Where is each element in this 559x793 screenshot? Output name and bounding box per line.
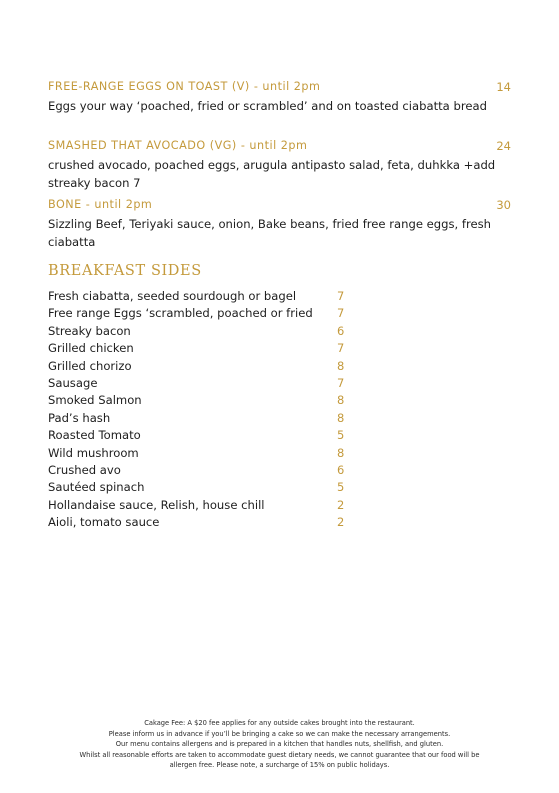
breakfast-sides-list: [48, 288, 348, 531]
side-name: Roasted Tomato: [48, 428, 141, 443]
menu-item-header: [48, 138, 511, 154]
side-price: 5: [337, 480, 345, 495]
menu-item-price: 24: [496, 139, 511, 153]
side-price: 2: [337, 497, 345, 512]
side-price: 7: [337, 289, 345, 303]
side-name: Aioli, tomato sauce: [48, 515, 160, 530]
menu-item-title: BONE - until 2pm: [48, 198, 153, 211]
side-price: 7: [337, 341, 345, 356]
side-name: Free range Eggs ‘scrambled, poached or fried: [48, 306, 313, 321]
menu-item-header: [48, 79, 511, 95]
side-price: 7: [337, 375, 345, 390]
side-name: Sausage: [48, 375, 98, 390]
side-name: Smoked Salmon: [48, 393, 142, 408]
side-name: Streaky bacon: [48, 323, 131, 338]
side-name: Wild mushroom: [48, 445, 139, 460]
side-price: 7: [337, 306, 345, 321]
menu-item-title: SMASHED THAT AVOCADO (VG) - until 2pm: [48, 139, 308, 152]
side-price: 8: [337, 445, 345, 460]
menu-item-price: 30: [496, 198, 511, 212]
menu-item-eggs-on-toast: [48, 79, 511, 115]
menu-item-title: FREE-RANGE EGGS ON TOAST (V) - until 2pm: [48, 80, 321, 93]
list-item: [48, 445, 348, 462]
list-item: [48, 392, 348, 409]
menu-item-description: Eggs your way ‘poached, fried or scrambled’ and on toasted ciabatta bread: [48, 99, 487, 113]
menu-item-price: 14: [496, 80, 511, 94]
side-price: 5: [337, 428, 345, 443]
side-price: 2: [337, 515, 345, 530]
list-item: [48, 305, 348, 322]
list-item: [48, 479, 348, 496]
menu-item-header: [48, 197, 511, 213]
side-name: Grilled chorizo: [48, 358, 132, 373]
list-item: [48, 427, 348, 444]
side-name: Pad’s hash: [48, 410, 111, 425]
menu-item-description: crushed avocado, poached eggs, arugula antipasto salad, feta, duhkka +add streaky bacon 7: [48, 158, 496, 190]
section-title-breakfast-sides: BREAKFAST SIDES: [48, 263, 202, 279]
footer-allergen-notice: Our menu contains allergens and is prepared in a kitchen that handles nuts, shellfish, and gluten.: [115, 740, 444, 748]
side-name: Grilled chicken: [48, 341, 134, 356]
list-item: [48, 288, 348, 305]
list-item: [48, 358, 348, 375]
list-item: [48, 462, 348, 479]
side-price: 6: [337, 323, 345, 338]
side-name: Fresh ciabatta, seeded sourdough or bagel: [48, 289, 297, 303]
side-price: 6: [337, 462, 345, 477]
menu-item-bone: [48, 197, 511, 251]
footer-surcharge-notice: allergen free. Please note, a surcharge of 15% on public holidays.: [169, 761, 390, 769]
side-price: 8: [337, 358, 345, 373]
list-item: [48, 514, 348, 531]
list-item: [48, 410, 348, 427]
list-item: [48, 497, 348, 514]
side-price: 8: [337, 410, 345, 425]
footer-notes: [40, 718, 519, 771]
list-item: [48, 323, 348, 340]
list-item: [48, 375, 348, 392]
side-name: Sautéed spinach: [48, 480, 145, 495]
menu-item-description: Sizzling Beef, Teriyaki sauce, onion, Bake beans, fried free range eggs, fresh ciabatta: [48, 217, 492, 249]
footer-dietary-notice: Whilst all reasonable efforts are taken to accommodate guest dietary needs, we cannot guarantee that our food will be: [79, 750, 480, 759]
footer-cakage-fee: Cakage Fee: A $20 fee applies for any outside cakes brought into the restaurant.: [144, 719, 415, 727]
side-name: Crushed avo: [48, 462, 121, 477]
list-item: [48, 340, 348, 357]
side-name: Hollandaise sauce, Relish, house chill: [48, 497, 265, 512]
side-price: 8: [337, 393, 345, 408]
menu-item-smashed-avocado: [48, 138, 511, 192]
footer-cake-notice: Please inform us in advance if you’ll be bringing a cake so we can make the necessary arrangements.: [108, 729, 451, 738]
